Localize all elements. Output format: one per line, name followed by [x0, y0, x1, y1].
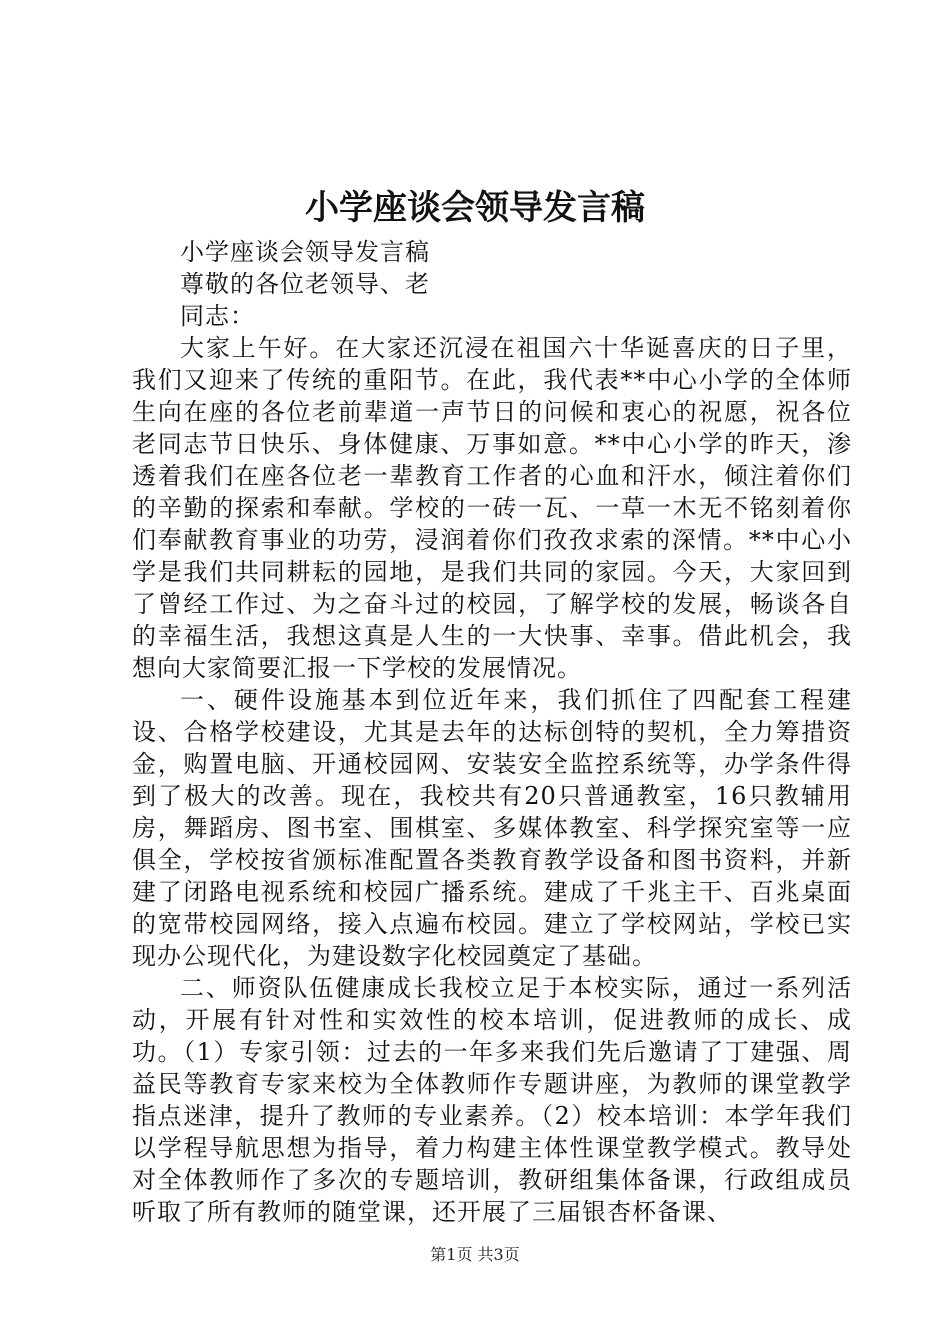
page-number: 第1页 共3页	[430, 1245, 520, 1264]
paragraph-greeting: 大家上午好。在大家还沉浸在祖国六十华诞喜庆的日子里，我们又迎来了传统的重阳节。在此，我代表**中心小学的全体师生向在座的各位老前辈道一声节日的问候和衷心的祝愿，祝各位老同志节日快乐、身体健康、万事如意。**中心小学的昨天，渗透着我们在座各位老一辈教育工作者的心血和汗水，倾注着你们的辛勤的探索和奉献。学校的一砖一瓦、一草一木无不铭刻着你们奉献教育事业的功劳，浸润着你们孜孜求索的深情。**中心小学是我们共同耕耘的园地，是我们共同的家园。今天，大家回到了曾经工作过、为之奋斗过的校园，了解学校的发展，畅谈各自的幸福生活，我想这真是人生的一大快事、幸事。借此机会，我想向大家简要汇报一下学校的发展情况。	[132, 334, 852, 682]
document-body	[132, 236, 852, 1228]
paragraph-salutation: 尊敬的各位老领导、老	[180, 270, 430, 298]
paragraph-teachers: 二、师资队伍健康成长我校立足于本校实际，通过一系列活动，开展有针对性和实效性的校本培训，促进教师的成长、成功。（1）专家引领：过去的一年多来我们先后邀请了丁建强、周益民等教育专家来校为全体教师作专题讲座，为教师的课堂教学指点迷津，提升了教师的专业素养。（2）校本培训：本学年我们以学程导航思想为指导，着力构建主体性课堂教学模式。教导处对全体教师作了多次的专题培训，教研组集体备课，行政组成员听取了所有教师的随堂课，还开展了三届银杏杯备课、	[132, 974, 852, 1226]
paragraph-salutation-cont: 同志：	[180, 302, 255, 330]
paragraph-subtitle: 小学座谈会领导发言稿	[180, 238, 430, 266]
paragraph-hardware: 一、硬件设施基本到位近年来，我们抓住了四配套工程建设、合格学校建设，尤其是去年的达标创特的契机，全力筹措资金，购置电脑、开通校园网、安装安全监控系统等，办学条件得到了极大的改善。现在，我校共有20只普通教室，16只教辅用房，舞蹈房、图书室、围棋室、多媒体教室、科学探究室等一应俱全，学校按省颁标准配置各类教育教学设备和图书资料，并新建了闭路电视系统和校园广播系统。建成了千兆主干、百兆桌面的宽带校园网络，接入点遍布校园。建立了学校网站，学校已实现办公现代化，为建设数字化校园奠定了基础。	[132, 686, 852, 970]
document-title: 小学座谈会领导发言稿	[305, 188, 645, 228]
